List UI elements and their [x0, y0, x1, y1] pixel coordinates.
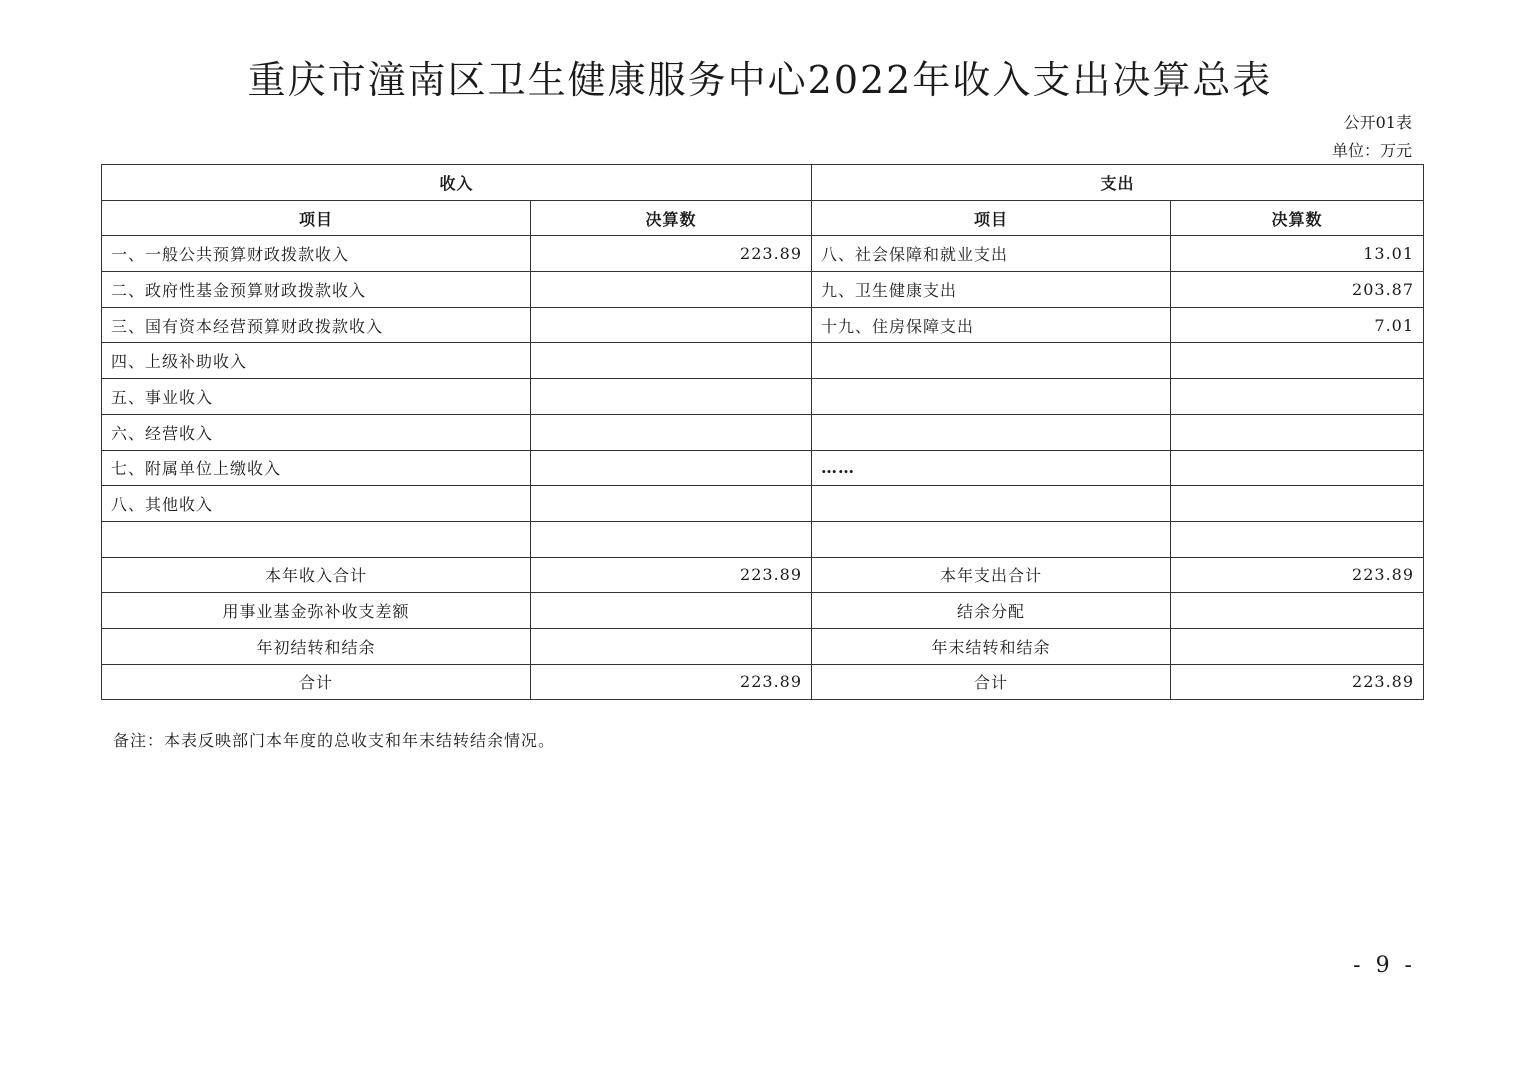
income-item-cell: 本年收入合计 [102, 557, 531, 593]
expense-item-cell [812, 486, 1171, 522]
expense-amount-cell [1171, 343, 1424, 379]
income-amount-cell: 223.89 [531, 557, 812, 593]
expense-amount-cell [1171, 414, 1424, 450]
expense-amount-cell: 7.01 [1171, 307, 1424, 343]
table-row [102, 450, 1424, 486]
expense-item-column-header: 项目 [812, 200, 1171, 236]
income-item-cell: 八、其他收入 [102, 486, 531, 522]
table-row [102, 343, 1424, 379]
expense-amount-cell [1171, 486, 1424, 522]
income-item-cell: 合计 [102, 664, 531, 700]
expense-item-cell: 合计 [812, 664, 1171, 700]
page-title: 重庆市潼南区卫生健康服务中心2022年收入支出决算总表 [247, 58, 1273, 102]
expense-amount-cell [1171, 379, 1424, 415]
form-number: 公开01表 [1343, 113, 1412, 132]
expense-item-cell [812, 379, 1171, 415]
expense-item-cell: 本年支出合计 [812, 557, 1171, 593]
expense-section-header: 支出 [812, 165, 1424, 201]
summary-row [102, 593, 1424, 629]
income-item-cell: 七、附属单位上缴收入 [102, 450, 531, 486]
section-header-row [102, 165, 1424, 201]
income-amount-cell [531, 307, 812, 343]
expense-amount-cell [1171, 521, 1424, 557]
table-row [102, 486, 1424, 522]
expense-item-cell [812, 521, 1171, 557]
income-section-header: 收入 [102, 165, 812, 201]
table-row [102, 379, 1424, 415]
income-amount-cell [531, 593, 812, 629]
expense-amount-cell [1171, 628, 1424, 664]
expense-item-cell: 十九、住房保障支出 [812, 307, 1171, 343]
expense-amount-cell: 203.87 [1171, 272, 1424, 308]
expense-item-cell [812, 414, 1171, 450]
income-item-cell: 三、国有资本经营预算财政拨款收入 [102, 307, 531, 343]
expense-item-cell: 九、卫生健康支出 [812, 272, 1171, 308]
income-item-cell [102, 521, 531, 557]
footnote: 备注：本表反映部门本年度的总收支和年末结转结余情况。 [113, 731, 556, 750]
table-row [102, 272, 1424, 308]
expense-item-cell: 结余分配 [812, 593, 1171, 629]
budget-table [101, 164, 1424, 700]
expense-amount-cell: 13.01 [1171, 236, 1424, 272]
income-amount-column-header: 决算数 [531, 200, 812, 236]
income-item-cell: 二、政府性基金预算财政拨款收入 [102, 272, 531, 308]
summary-row [102, 628, 1424, 664]
income-amount-cell [531, 379, 812, 415]
expense-amount-cell [1171, 450, 1424, 486]
table-row [102, 414, 1424, 450]
summary-row [102, 664, 1424, 700]
income-amount-cell: 223.89 [531, 236, 812, 272]
income-amount-cell [531, 343, 812, 379]
income-amount-cell [531, 414, 812, 450]
summary-row [102, 557, 1424, 593]
income-item-cell: 一、一般公共预算财政拨款收入 [102, 236, 531, 272]
table-row [102, 236, 1424, 272]
column-header-row [102, 200, 1424, 236]
expense-amount-cell: 223.89 [1171, 557, 1424, 593]
expense-item-cell: 年末结转和结余 [812, 628, 1171, 664]
income-item-cell: 五、事业收入 [102, 379, 531, 415]
income-item-column-header: 项目 [102, 200, 531, 236]
income-amount-cell: 223.89 [531, 664, 812, 700]
income-amount-cell [531, 628, 812, 664]
table-row [102, 307, 1424, 343]
expense-amount-cell: 223.89 [1171, 664, 1424, 700]
income-amount-cell [531, 486, 812, 522]
income-amount-cell [531, 272, 812, 308]
expense-amount-column-header: 决算数 [1171, 200, 1424, 236]
income-amount-cell [531, 450, 812, 486]
unit-label: 单位：万元 [1331, 141, 1412, 160]
page-number: - 9 - [1353, 953, 1416, 978]
expense-item-cell: …… [812, 450, 1171, 486]
table-row [102, 521, 1424, 557]
income-item-cell: 用事业基金弥补收支差额 [102, 593, 531, 629]
expense-amount-cell [1171, 593, 1424, 629]
expense-item-cell [812, 343, 1171, 379]
income-item-cell: 四、上级补助收入 [102, 343, 531, 379]
income-amount-cell [531, 521, 812, 557]
income-item-cell: 六、经营收入 [102, 414, 531, 450]
income-item-cell: 年初结转和结余 [102, 628, 531, 664]
expense-item-cell: 八、社会保障和就业支出 [812, 236, 1171, 272]
